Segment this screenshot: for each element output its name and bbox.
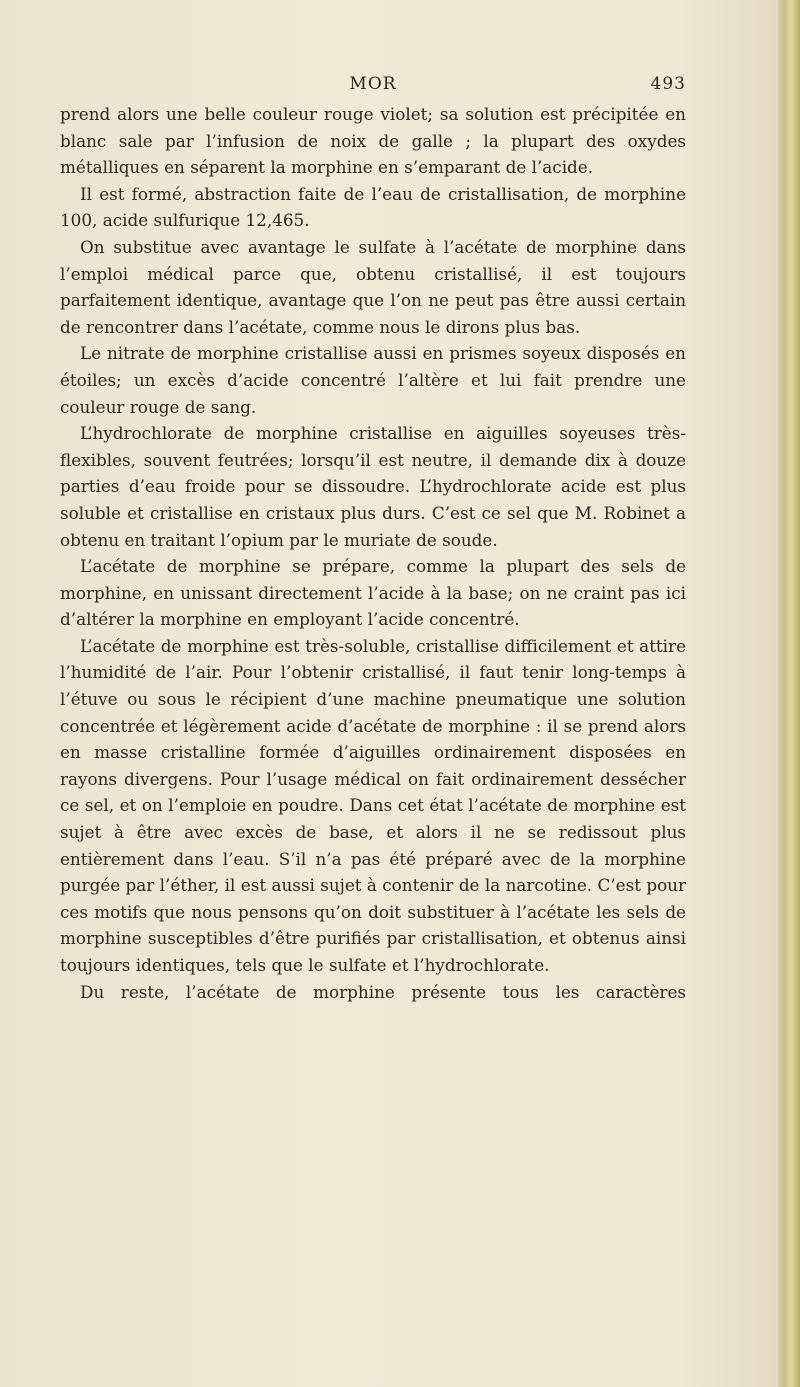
paragraph: Du reste, l’acétate de morphine présente tous les caractères bbox=[80, 981, 686, 1002]
paragraph: prend alors une belle couleur rouge violet; sa solution est précipitée en blanc sale par l’infusion de noix de galle ; la plupart des oxydes métalliques en séparent la morphine en s’emparant de l’acide. bbox=[60, 104, 686, 178]
running-title: MOR bbox=[349, 74, 397, 94]
body-text bbox=[60, 101, 686, 1005]
page-edge bbox=[778, 0, 800, 1387]
paragraph: L’hydrochlorate de morphine cristallise en aiguilles soyeuses très-flexibles, souvent feutrées; lorsqu’il est neutre, il demande dix à douze parties d’eau froide pour se dissoudre. L’hydrochlorate acide est plus soluble et cristallise en cristaux plus durs. C’est ce sel que M. Robinet a obtenu en traitant l’opium par le muriate de soude. bbox=[60, 423, 686, 550]
page-number: 493 bbox=[650, 74, 686, 94]
paragraph: L’acétate de morphine est très-soluble, cristallise difficilement et attire l’humidité de l’air. Pour l’obtenir cristallisé, il faut tenir long-temps à l’étuve ou sous le récipient d’une machine pneumatique une solution concentrée et légèrement acide d’acétate de morphine : il se prend alors en masse cristalline formée d’aiguilles ordinairement disposées en rayons divergens. Pour l’usage médical on fait ordinairement dessécher ce sel, et on l’emploie en poudre. Dans cet état l’acétate de morphine est sujet à être avec excès de base, et alors il ne se redissout plus entièrement dans l’eau. S’il n’a pas été préparé avec de la morphine purgée par l’éther, il est aussi sujet à contenir de la narcotine. C’est pour ces motifs que nous pensons qu’on doit substituer à l’acétate les sels de morphine susceptibles d’être purifiés par cristallisation, et obtenus ainsi toujours identiques, tels que le sulfate et l’hydrochlorate. bbox=[60, 635, 686, 975]
paragraph: L’acétate de morphine se prépare, comme la plupart des sels de morphine, en unissant directement l’acide à la base; on ne craint pas ici d’altérer la morphine en employant l’acide concentré. bbox=[60, 556, 686, 630]
paragraph: Il est formé, abstraction faite de l’eau de cristallisation, de morphine 100, acide sulfurique 12,465. bbox=[60, 183, 686, 231]
paragraph: Le nitrate de morphine cristallise aussi en prismes soyeux disposés en étoiles; un excès d’acide concentré l’altère et lui fait prendre une couleur rouge de sang. bbox=[60, 343, 686, 417]
page-header bbox=[60, 74, 686, 100]
paragraph: On substitue avec avantage le sulfate à l’acétate de morphine dans l’emploi médical parce que, obtenu cristallisé, il est toujours parfaitement identique, avantage que l’on ne peut pas être aussi certain de rencontrer dans l’acétate, comme nous le dirons plus bas. bbox=[60, 236, 686, 337]
